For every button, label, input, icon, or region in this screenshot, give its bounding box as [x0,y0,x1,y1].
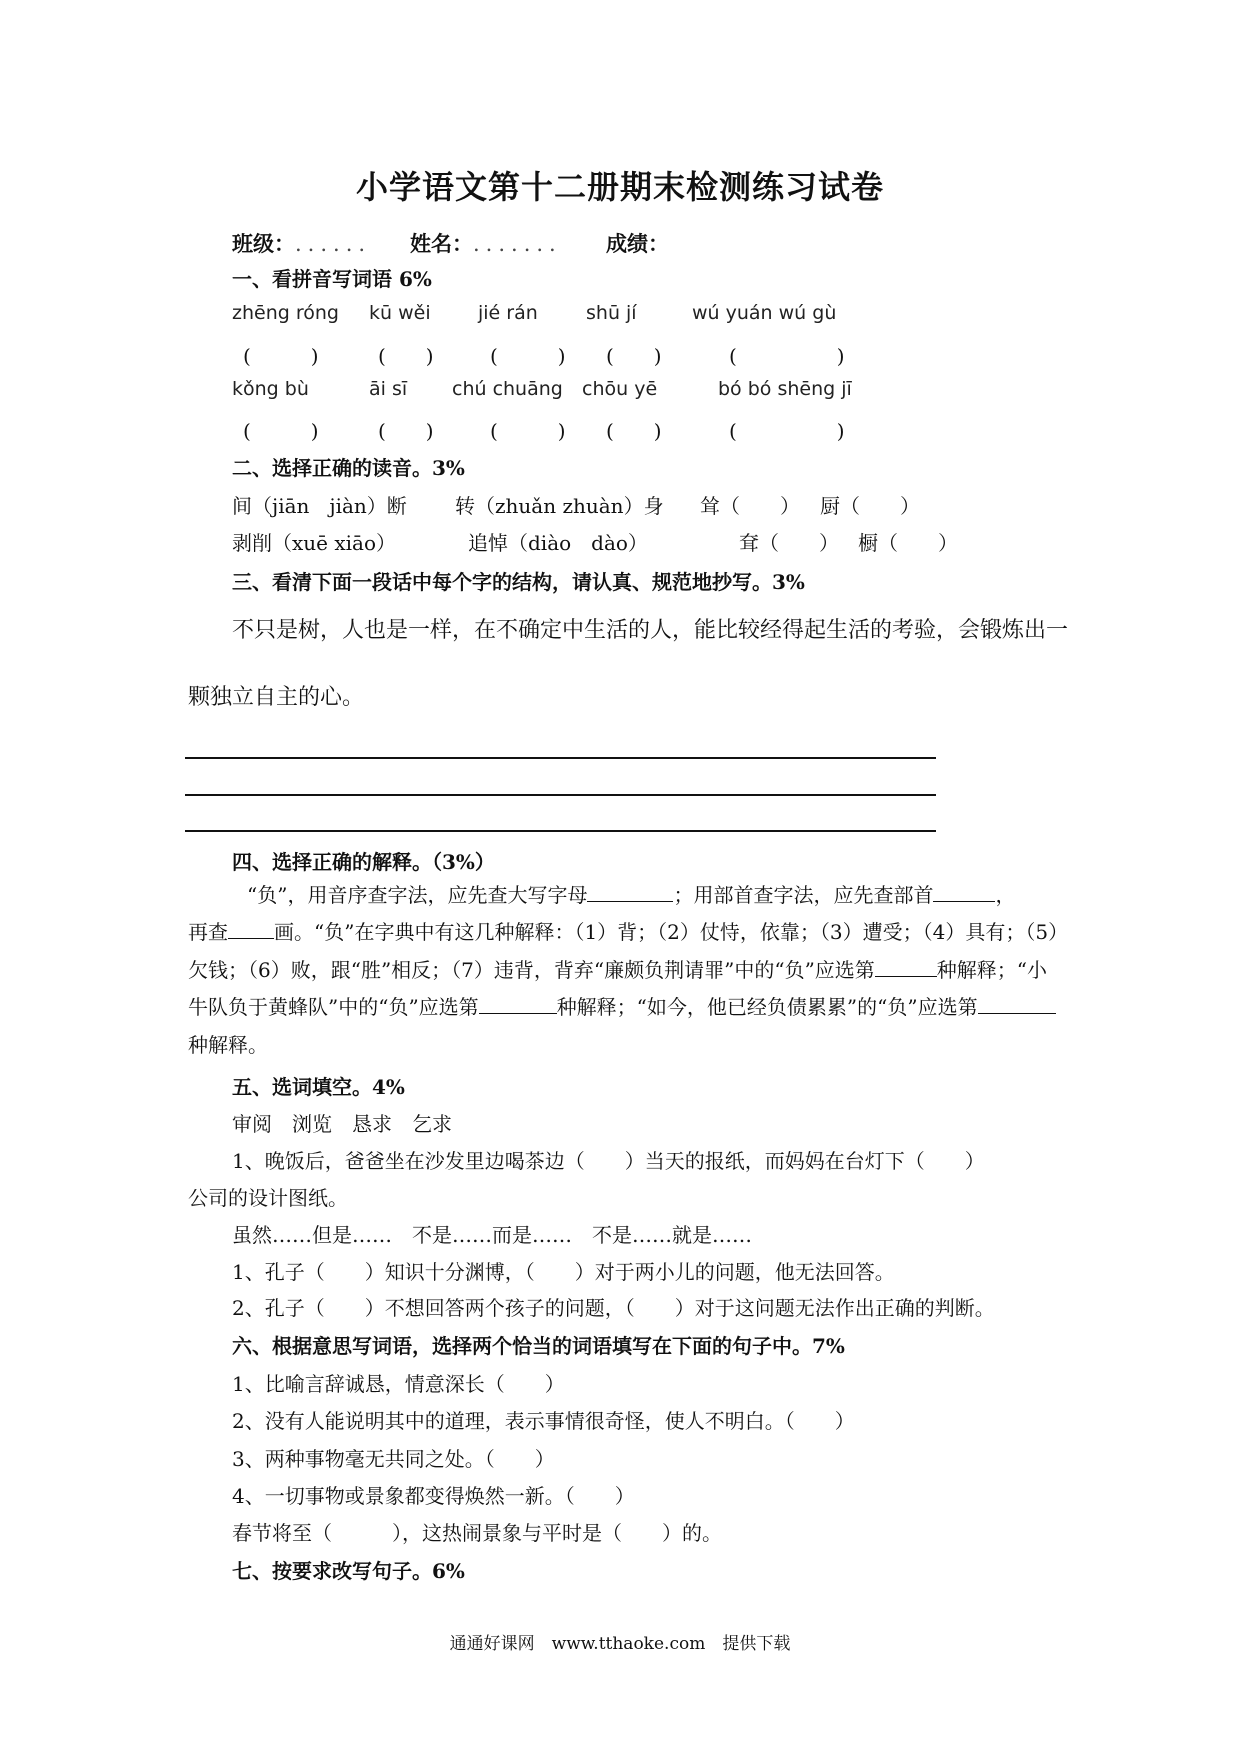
section-2-heading: 二、选择正确的读音。3% [232,456,465,480]
answer-blank: ( ) [243,344,319,368]
reading-choice: 间（jiān jiàn）断 [232,494,407,518]
reading-choice: 转（zhuǎn zhuàn）身 [455,494,664,518]
pinyin-item: wú yuán wú gù [692,302,837,324]
section-5-heading: 五、选词填空。4% [232,1075,405,1099]
question-line: 公司的设计图纸。 [188,1186,348,1210]
question-line: 2、没有人能说明其中的道理，表示事情很奇怪，使人不明白。（ ） [232,1409,855,1433]
copy-passage-line-1: 不只是树，人也是一样，在不确定中生活的人，能比较经得起生活的考验，会锻炼出一 [232,618,1069,643]
reading-choice: 耷（ ） [739,531,839,555]
page-title: 小学语文第十二册期末检测练习试卷 [355,168,884,206]
question-line: 春节将至（ ），这热闹景象与平时是（ ）的。 [232,1521,722,1545]
question-line: 1、比喻言辞诚恳，情意深长（ ） [232,1372,565,1396]
section-3-heading: 三、看清下面一段话中每个字的结构，请认真、规范地抄写。3% [232,570,805,594]
question-line: 1、孔子（ ）知识十分渊博，（ ）对于两小儿的问题，他无法回答。 [232,1260,895,1284]
answer-blank: ( ) [378,344,434,368]
fill-blank [587,881,673,902]
question-line: 3、两种事物毫无共同之处。（ ） [232,1447,555,1471]
score-label: 成绩： [606,231,669,256]
answer-blank: ( ) [378,419,434,443]
reading-choice: 剥削（xuē xiāo） [232,531,396,555]
pinyin-item: āi sī [369,378,408,400]
writing-line [185,830,936,832]
answer-blank: ( ) [729,344,845,368]
pinyin-item: zhēng róng [232,302,339,324]
writing-line [185,757,936,759]
pinyin-item: chú chuāng [452,378,563,400]
pinyin-item: chōu yē [582,378,658,400]
answer-blank: ( ) [729,419,845,443]
copy-passage-line-2: 颗独立自主的心。 [188,685,365,710]
answer-blank: ( ) [606,344,662,368]
class-label: 班级： [232,231,295,256]
reading-choice: 厨（ ） [820,494,920,518]
reading-choice: 耸（ ） [700,494,800,518]
fill-blank [978,993,1056,1014]
fill-blank [479,993,557,1014]
class-field: 班级：...... [232,231,372,256]
pinyin-item: kǒng bù [232,378,309,400]
dictionary-paragraph-cont: 再查 画。“负”在字典中有这几种解释：（1）背；（2）仗恃，依靠；（3）遭受；（4）具有；（5）欠钱；（6）败，跟“胜”相反；（7）违背，背弃“廉颇负荆请罪”中的“负”应选第 种解释；“小牛队负于黄蜂队”中的“负”应选第 种解释；“如今，他已经负债累累”的“负”应选第种解释。 [188,920,1059,1057]
word-choices: 审阅 浏览 恳求 乞求 [232,1112,452,1136]
name-field: 姓名：....... [410,231,562,256]
answer-blank: ( ) [490,419,566,443]
footer: 通通好课网 www.tthaoke.com 提供下载 [449,1634,791,1654]
question-line: 1、晚饭后，爸爸坐在沙发里边喝茶边（ ）当天的报纸，而妈妈在台灯下（ ） [232,1149,985,1173]
fill-blank [933,881,995,902]
answer-blank: ( ) [490,344,566,368]
question-line: 4、一切事物或景象都变得焕然一新。（ ） [232,1484,635,1508]
pinyin-item: bó bó shēng jī [718,378,852,400]
score-field [606,228,669,258]
section-1-heading: 一、看拼音写词语 6% [232,267,432,291]
section-7-heading: 七、按要求改写句子。6% [232,1559,465,1583]
answer-blank: ( ) [243,419,319,443]
section-4-heading: 四、选择正确的解释。（3%） [232,850,495,874]
writing-line [185,794,936,796]
conjunction-choices: 虽然……但是…… 不是……而是…… 不是……就是…… [232,1223,752,1247]
fill-blank [228,918,274,939]
reading-choice: 橱（ ） [858,531,958,555]
pinyin-item: kū wěi [369,302,431,324]
question-line: 2、孔子（ ）不想回答两个孩子的问题，（ ）对于这问题无法作出正确的判断。 [232,1296,995,1320]
reading-choice: 追悼（diào dào） [468,531,648,555]
fill-blank [875,956,937,977]
dictionary-paragraph: “负”，用音序查字法，应先查大写字母 ；用部首查字法，应先查部首 ， [247,883,1016,907]
pinyin-item: shū jí [586,302,637,324]
answer-blank: ( ) [606,419,662,443]
section-6-heading: 六、根据意思写词语，选择两个恰当的词语填写在下面的句子中。7% [232,1334,845,1358]
pinyin-item: jié rán [478,302,538,324]
name-label: 姓名： [410,231,473,256]
